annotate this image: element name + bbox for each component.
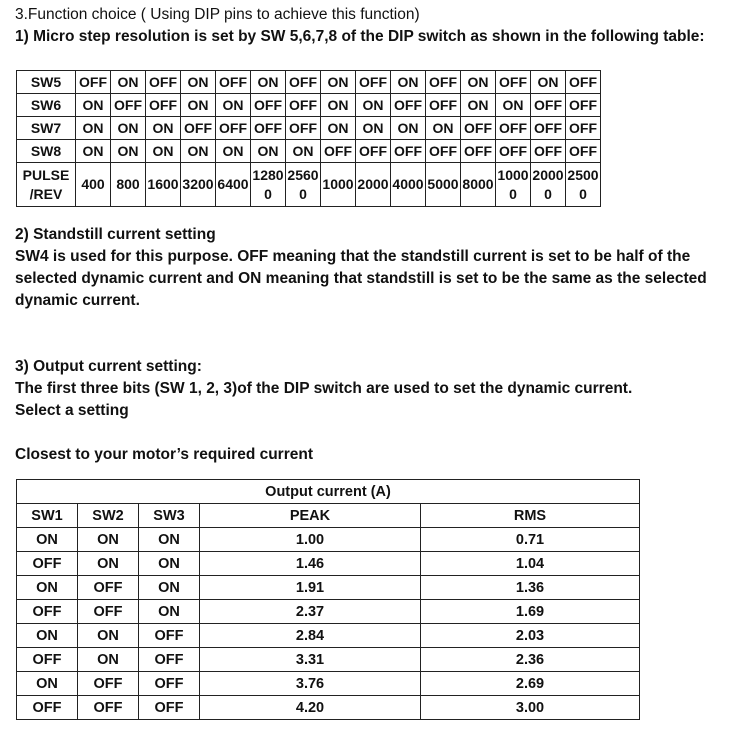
current-cell: 1.00 xyxy=(200,528,421,552)
current-cell: OFF xyxy=(139,672,200,696)
pulse-value-part: 1000 xyxy=(497,166,529,183)
pulse-value xyxy=(146,163,181,207)
dip-cell: OFF xyxy=(531,117,566,140)
current-header-row xyxy=(17,504,640,528)
current-cell: OFF xyxy=(78,576,139,600)
dip-cell: ON xyxy=(321,117,356,140)
current-cell: OFF xyxy=(139,648,200,672)
current-cell: 1.04 xyxy=(421,552,640,576)
pulse-value xyxy=(76,163,111,207)
dip-cell: OFF xyxy=(356,71,391,94)
dip-cell: ON xyxy=(111,140,146,163)
current-cell: ON xyxy=(17,624,78,648)
current-title-row xyxy=(17,480,640,504)
dip-cell: ON xyxy=(181,71,216,94)
pulse-value xyxy=(496,163,531,207)
standstill-line: dynamic current. xyxy=(15,292,140,309)
pulse-label xyxy=(17,163,76,207)
dip-cell: ON xyxy=(496,94,531,117)
dip-cell: ON xyxy=(111,117,146,140)
pulse-value xyxy=(286,163,321,207)
dip-row-label: SW5 xyxy=(17,71,76,94)
dip-cell: OFF xyxy=(426,140,461,163)
pulse-value xyxy=(181,163,216,207)
dip-row xyxy=(17,71,601,94)
dip-cell: ON xyxy=(286,140,321,163)
current-cell: 2.03 xyxy=(421,624,640,648)
microstep-intro: 1) Micro step resolution is set by SW 5,6,7,8 of the DIP switch as shown in the following table: xyxy=(15,28,705,45)
dip-cell: ON xyxy=(251,71,286,94)
dip-cell: ON xyxy=(461,71,496,94)
standstill-title: 2) Standstill current setting xyxy=(15,226,216,243)
pulse-value-part: 3200 xyxy=(182,176,214,192)
current-row xyxy=(17,696,640,720)
dip-cell: OFF xyxy=(531,140,566,163)
dip-cell: OFF xyxy=(216,117,251,140)
dip-cell: ON xyxy=(146,117,181,140)
pulse-value-part: 2500 xyxy=(567,166,599,183)
current-cell: ON xyxy=(17,528,78,552)
dip-cell: OFF xyxy=(286,71,321,94)
current-cell: ON xyxy=(78,648,139,672)
current-row xyxy=(17,648,640,672)
dip-cell: OFF xyxy=(181,117,216,140)
dip-cell: OFF xyxy=(216,71,251,94)
pulse-value-part: 5000 xyxy=(427,176,459,192)
current-cell: ON xyxy=(139,600,200,624)
current-row xyxy=(17,624,640,648)
dip-cell: OFF xyxy=(496,140,531,163)
dip-row xyxy=(17,140,601,163)
pulse-value-part: 4000 xyxy=(392,176,424,192)
dip-row xyxy=(17,117,601,140)
current-cell: 3.76 xyxy=(200,672,421,696)
current-cell: ON xyxy=(139,528,200,552)
current-cell: 1.69 xyxy=(421,600,640,624)
dip-cell: OFF xyxy=(566,71,601,94)
current-table-title: Output current (A) xyxy=(17,480,640,504)
current-row xyxy=(17,576,640,600)
current-header-cell: SW1 xyxy=(17,504,78,528)
current-cell: OFF xyxy=(139,696,200,720)
current-cell: 4.20 xyxy=(200,696,421,720)
pulse-value-part: 8000 xyxy=(462,176,494,192)
current-cell: 2.36 xyxy=(421,648,640,672)
current-header-cell: SW2 xyxy=(78,504,139,528)
dip-cell: ON xyxy=(216,94,251,117)
pulse-value xyxy=(356,163,391,207)
standstill-line: selected dynamic current and ON meaning that standstill is set to be the same as the selected xyxy=(15,270,707,287)
dip-row-label: SW8 xyxy=(17,140,76,163)
dip-cell: ON xyxy=(391,117,426,140)
dip-cell: OFF xyxy=(286,117,321,140)
pulse-value-part: 1000 xyxy=(322,176,354,192)
dip-cell: OFF xyxy=(426,71,461,94)
dip-cell: OFF xyxy=(426,94,461,117)
dip-cell: OFF xyxy=(496,71,531,94)
pulse-value xyxy=(461,163,496,207)
current-cell: ON xyxy=(17,576,78,600)
dip-cell: ON xyxy=(76,140,111,163)
dip-cell: OFF xyxy=(566,117,601,140)
pulse-value xyxy=(111,163,146,207)
pulse-value xyxy=(321,163,356,207)
dip-cell: OFF xyxy=(461,117,496,140)
current-cell: 2.84 xyxy=(200,624,421,648)
output-line: Select a setting xyxy=(15,402,129,419)
current-cell: 2.37 xyxy=(200,600,421,624)
current-cell: ON xyxy=(78,624,139,648)
current-cell: 1.46 xyxy=(200,552,421,576)
pulse-value xyxy=(426,163,461,207)
pulse-value-part: 800 xyxy=(116,176,140,192)
current-cell: OFF xyxy=(78,600,139,624)
dip-cell: OFF xyxy=(321,140,356,163)
current-cell: ON xyxy=(139,552,200,576)
current-cell: 1.91 xyxy=(200,576,421,600)
dip-cell: ON xyxy=(391,71,426,94)
pulse-value-part: 0 xyxy=(579,185,587,202)
dip-cell: ON xyxy=(251,140,286,163)
dip-cell: ON xyxy=(146,140,181,163)
output-line: The first three bits (SW 1, 2, 3)of the DIP switch are used to set the dynamic current. xyxy=(15,380,633,397)
dip-cell: ON xyxy=(111,71,146,94)
dip-cell: OFF xyxy=(566,94,601,117)
dip-cell: ON xyxy=(356,94,391,117)
current-cell: 3.31 xyxy=(200,648,421,672)
current-cell: 2.69 xyxy=(421,672,640,696)
dip-cell: OFF xyxy=(531,94,566,117)
current-cell: ON xyxy=(17,672,78,696)
current-cell: ON xyxy=(78,552,139,576)
current-header-cell: RMS xyxy=(421,504,640,528)
current-row xyxy=(17,600,640,624)
pulse-label-line: /REV xyxy=(29,185,63,202)
dip-cell: OFF xyxy=(286,94,321,117)
pulse-value-part: 0 xyxy=(509,185,517,202)
dip-cell: ON xyxy=(181,94,216,117)
output-current-table xyxy=(16,479,640,720)
dip-cell: ON xyxy=(461,94,496,117)
pulse-value-part: 6400 xyxy=(217,176,249,192)
dip-cell: ON xyxy=(321,71,356,94)
dip-pulse-row xyxy=(17,163,601,207)
current-cell: OFF xyxy=(17,696,78,720)
dip-cell: ON xyxy=(426,117,461,140)
dip-cell: OFF xyxy=(146,94,181,117)
dip-cell: OFF xyxy=(251,94,286,117)
dip-cell: ON xyxy=(531,71,566,94)
dip-cell: OFF xyxy=(391,140,426,163)
dip-cell: OFF xyxy=(391,94,426,117)
pulse-value-part: 1280 xyxy=(252,166,284,183)
current-cell: OFF xyxy=(78,696,139,720)
dip-cell: OFF xyxy=(251,117,286,140)
current-row xyxy=(17,528,640,552)
dip-cell: ON xyxy=(181,140,216,163)
dip-cell: OFF xyxy=(461,140,496,163)
current-cell: OFF xyxy=(17,648,78,672)
pulse-value xyxy=(391,163,426,207)
pulse-label-line: PULSE xyxy=(22,166,70,183)
output-title: 3) Output current setting: xyxy=(15,358,202,375)
current-header-cell: SW3 xyxy=(139,504,200,528)
dip-row-label: SW6 xyxy=(17,94,76,117)
current-header-cell: PEAK xyxy=(200,504,421,528)
pulse-value-part: 1600 xyxy=(147,176,179,192)
dip-cell: ON xyxy=(356,117,391,140)
pulse-value-part: 2000 xyxy=(532,166,564,183)
current-cell: OFF xyxy=(139,624,200,648)
pulse-value-part: 0 xyxy=(544,185,552,202)
current-cell: 0.71 xyxy=(421,528,640,552)
pulse-value-part: 400 xyxy=(81,176,105,192)
current-cell: OFF xyxy=(17,552,78,576)
pulse-value xyxy=(216,163,251,207)
dip-cell: OFF xyxy=(496,117,531,140)
pulse-value xyxy=(531,163,566,207)
dip-cell: OFF xyxy=(146,71,181,94)
current-cell: ON xyxy=(78,528,139,552)
dip-cell: OFF xyxy=(76,71,111,94)
current-cell: 1.36 xyxy=(421,576,640,600)
dip-cell: OFF xyxy=(111,94,146,117)
current-row xyxy=(17,552,640,576)
current-cell: 3.00 xyxy=(421,696,640,720)
pulse-value xyxy=(251,163,286,207)
current-cell: ON xyxy=(139,576,200,600)
closest-line: Closest to your motor’s required current xyxy=(15,446,313,463)
pulse-value xyxy=(566,163,601,207)
dip-row-label: SW7 xyxy=(17,117,76,140)
current-cell: OFF xyxy=(17,600,78,624)
pulse-value-part: 2000 xyxy=(357,176,389,192)
current-cell: OFF xyxy=(78,672,139,696)
dip-cell: OFF xyxy=(356,140,391,163)
dip-cell: ON xyxy=(216,140,251,163)
pulse-value-part: 0 xyxy=(264,185,272,202)
dip-cell: ON xyxy=(76,94,111,117)
dip-cell: OFF xyxy=(566,140,601,163)
dip-cell: ON xyxy=(321,94,356,117)
dip-row xyxy=(17,94,601,117)
pulse-value-part: 0 xyxy=(299,185,307,202)
dip-cell: ON xyxy=(76,117,111,140)
pulse-value-part: 2560 xyxy=(287,166,319,183)
standstill-line: SW4 is used for this purpose. OFF meaning that the standstill current is set to be half of the xyxy=(15,248,691,265)
current-row xyxy=(17,672,640,696)
microstep-table xyxy=(16,70,601,207)
section-heading: 3.Function choice ( Using DIP pins to achieve this function) xyxy=(15,6,420,23)
